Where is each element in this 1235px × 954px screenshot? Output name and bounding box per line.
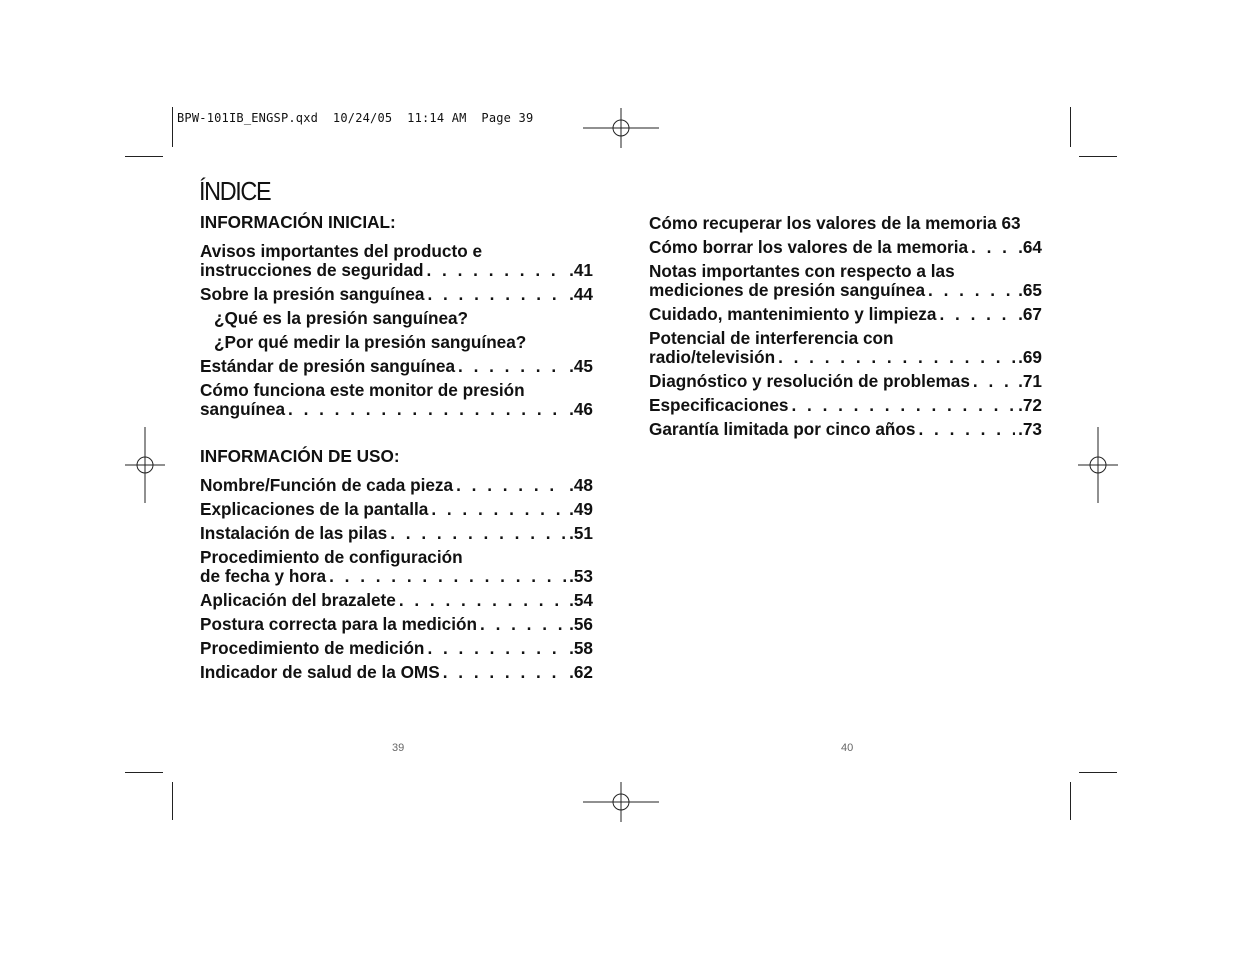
section-heading: INFORMACIÓN INICIAL: bbox=[200, 212, 396, 232]
toc-page-number: .71 bbox=[1018, 371, 1042, 391]
toc-entry-label: instrucciones de seguridad bbox=[200, 260, 424, 280]
toc-page-number: .46 bbox=[569, 399, 593, 419]
leader-dots bbox=[791, 396, 1015, 415]
toc-entry-label: Garantía limitada por cinco años bbox=[649, 419, 916, 439]
toc-entry-label: Notas importantes con respecto a las bbox=[649, 261, 955, 281]
toc-page-number: .56 bbox=[569, 614, 593, 634]
leader-dots bbox=[427, 285, 566, 304]
toc-page-number: .62 bbox=[569, 662, 593, 682]
leader-dots bbox=[399, 591, 566, 610]
toc-entry bbox=[200, 476, 593, 495]
toc-left-column bbox=[200, 212, 593, 687]
toc-entry bbox=[200, 524, 593, 543]
toc-entry bbox=[200, 663, 593, 682]
toc-entry bbox=[649, 396, 1042, 415]
toc-page-number: .45 bbox=[569, 356, 593, 376]
leader-dots bbox=[431, 500, 566, 519]
toc-page-number: .53 bbox=[569, 566, 593, 586]
registration-mark-left-icon bbox=[125, 427, 165, 503]
toc-page-number: .65 bbox=[1018, 280, 1042, 300]
leader-dots bbox=[390, 524, 566, 543]
crop-mark bbox=[172, 107, 173, 147]
leader-dots bbox=[928, 281, 1015, 300]
toc-entry bbox=[649, 214, 1042, 233]
page-number-left: 39 bbox=[392, 742, 405, 754]
toc-page-number: .67 bbox=[1018, 304, 1042, 324]
toc-page-number: .72 bbox=[1018, 395, 1042, 415]
toc-entry-label: Estándar de presión sanguínea bbox=[200, 356, 456, 376]
toc-subentry: ¿Por qué medir la presión sanguínea? bbox=[214, 332, 527, 352]
crop-mark bbox=[172, 782, 173, 820]
toc-entry-label: Cómo recuperar los valores de la memoria 63 bbox=[649, 213, 1021, 233]
toc-page-number: .64 bbox=[1018, 237, 1042, 257]
registration-mark-top-icon bbox=[583, 108, 659, 148]
toc-right-column bbox=[649, 214, 1042, 444]
toc-entry bbox=[200, 615, 593, 634]
toc-entry-label: Nombre/Función de cada pieza bbox=[200, 475, 454, 495]
toc-page-number: .49 bbox=[569, 499, 593, 519]
toc-entry bbox=[649, 372, 1042, 391]
toc-subentry: ¿Qué es la presión sanguínea? bbox=[214, 308, 469, 328]
registration-mark-bottom-icon bbox=[583, 782, 659, 822]
toc-entry-label: Indicador de salud de la OMS bbox=[200, 662, 440, 682]
toc-entry bbox=[649, 238, 1042, 257]
toc-entry-label: Procedimiento de medición bbox=[200, 638, 425, 658]
toc-entry bbox=[200, 591, 593, 610]
toc-entry bbox=[200, 639, 593, 658]
toc-page-number: .41 bbox=[569, 260, 593, 280]
toc-entry bbox=[649, 329, 1042, 367]
leader-dots bbox=[427, 639, 566, 658]
crop-mark bbox=[125, 156, 163, 157]
toc-entry-label: mediciones de presión sanguínea bbox=[649, 280, 926, 300]
print-slug: BPW-101IB_ENGSP.qxd 10/24/05 11:14 AM Page 39 bbox=[177, 111, 534, 125]
leader-dots bbox=[329, 567, 566, 586]
toc-entry-label: Especificaciones bbox=[649, 395, 789, 415]
leader-dots bbox=[480, 615, 566, 634]
toc-entry bbox=[200, 548, 593, 586]
toc-entry bbox=[200, 381, 593, 419]
toc-entry-label: Cuidado, mantenimiento y limpieza bbox=[649, 304, 937, 324]
leader-dots bbox=[456, 476, 566, 495]
toc-page-number: .44 bbox=[569, 284, 593, 304]
registration-mark-right-icon bbox=[1078, 427, 1118, 503]
toc-entry-label: Aplicación del brazalete bbox=[200, 590, 396, 610]
toc-page-number: .51 bbox=[569, 523, 593, 543]
toc-entry-label: Postura correcta para la medición bbox=[200, 614, 478, 634]
leader-dots bbox=[939, 305, 1015, 324]
toc-entry-label: Procedimiento de configuración bbox=[200, 547, 463, 567]
toc-entry bbox=[200, 242, 593, 280]
crop-mark bbox=[1079, 156, 1117, 157]
leader-dots bbox=[778, 348, 1015, 367]
toc-entry-label: de fecha y hora bbox=[200, 566, 327, 586]
toc-entry-label: radio/televisión bbox=[649, 347, 776, 367]
toc-entry-label: Potencial de interferencia con bbox=[649, 328, 894, 348]
toc-entry-label: Avisos importantes del producto e bbox=[200, 241, 483, 261]
section-heading: INFORMACIÓN DE USO: bbox=[200, 446, 400, 466]
toc-page-number: .73 bbox=[1018, 419, 1042, 439]
toc-page-number: .54 bbox=[569, 590, 593, 610]
toc-entry bbox=[200, 285, 593, 304]
crop-mark bbox=[1079, 772, 1117, 773]
toc-page-number: .48 bbox=[569, 475, 593, 495]
toc-entry-label: Cómo funciona este monitor de presión bbox=[200, 380, 525, 400]
toc-entry-label: Sobre la presión sanguínea bbox=[200, 284, 425, 304]
toc-page-number: .58 bbox=[569, 638, 593, 658]
crop-mark bbox=[1070, 107, 1071, 147]
toc-entry bbox=[649, 420, 1042, 439]
toc-entry-label: sanguínea bbox=[200, 399, 286, 419]
toc-entry-label: Cómo borrar los valores de la memoria bbox=[649, 237, 969, 257]
toc-entry bbox=[649, 262, 1042, 300]
leader-dots bbox=[971, 238, 1015, 257]
leader-dots bbox=[458, 357, 566, 376]
crop-mark bbox=[125, 772, 163, 773]
leader-dots bbox=[918, 420, 1015, 439]
toc-entry bbox=[200, 500, 593, 519]
leader-dots bbox=[288, 400, 566, 419]
toc-entry bbox=[649, 305, 1042, 324]
toc-entry-label: Explicaciones de la pantalla bbox=[200, 499, 429, 519]
leader-dots bbox=[427, 261, 567, 280]
leader-dots bbox=[973, 372, 1015, 391]
toc-page-number: .69 bbox=[1018, 347, 1042, 367]
toc-entry-label: Instalación de las pilas bbox=[200, 523, 388, 543]
page-number-right: 40 bbox=[841, 742, 854, 754]
toc-entry bbox=[200, 357, 593, 376]
page-title: ÍNDICE bbox=[199, 176, 271, 206]
leader-dots bbox=[443, 663, 566, 682]
crop-mark bbox=[1070, 782, 1071, 820]
toc-entry-label: Diagnóstico y resolución de problemas bbox=[649, 371, 970, 391]
